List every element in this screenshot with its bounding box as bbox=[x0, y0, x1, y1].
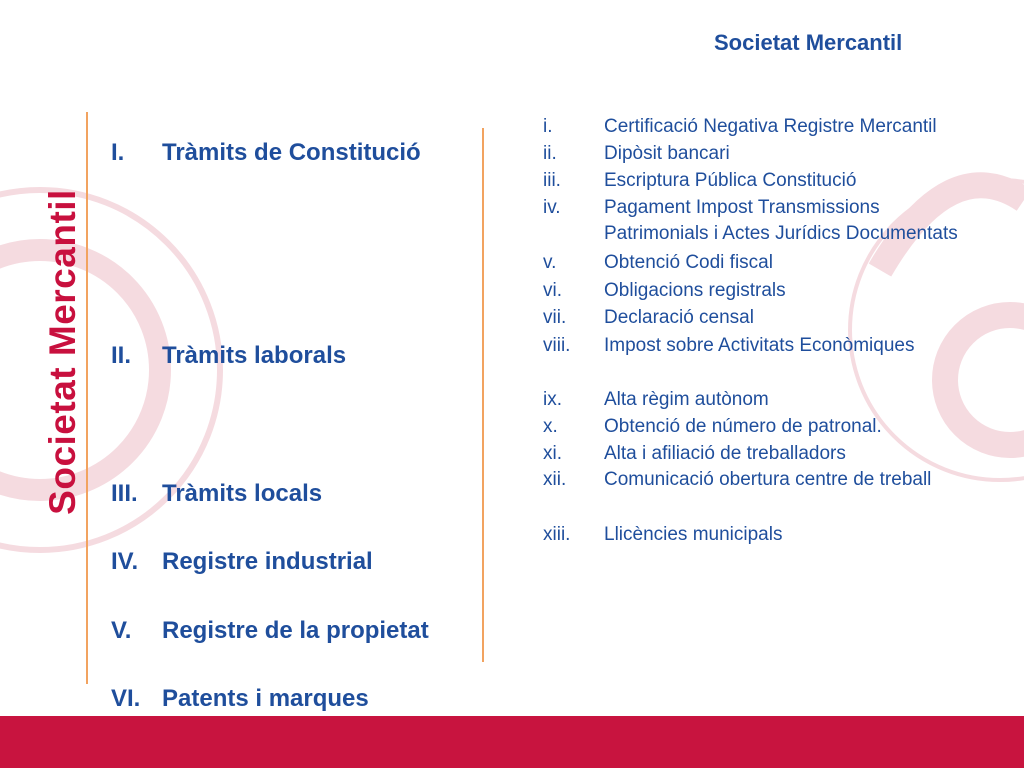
list-item-number: iii. bbox=[543, 170, 561, 191]
section-label: Registre industrial bbox=[162, 548, 373, 575]
list-item-number: ix. bbox=[543, 389, 562, 410]
section-item bbox=[111, 684, 369, 714]
list-item-label: Dipòsit bancari bbox=[604, 143, 730, 164]
section-number: VI. bbox=[111, 685, 141, 712]
list-item-number: ii. bbox=[543, 143, 557, 164]
section-item bbox=[111, 547, 373, 577]
list-item-label: Pagament Impost Transmissions bbox=[604, 197, 880, 218]
list-item-label: Alta i afiliació de treballadors bbox=[604, 443, 846, 464]
list-item bbox=[543, 333, 1024, 359]
list-item-number: v. bbox=[543, 252, 557, 273]
list-item bbox=[543, 414, 1024, 440]
list-item-number: viii. bbox=[543, 335, 571, 356]
list-item bbox=[543, 168, 1024, 194]
list-item-label-continued: Patrimonials i Actes Jurídics Documentats bbox=[604, 223, 958, 244]
list-item-label: Obligacions registrals bbox=[604, 280, 786, 301]
section-label: Registre de la propietat bbox=[162, 617, 429, 644]
list-item-number: vii. bbox=[543, 307, 567, 328]
list-item-number: i. bbox=[543, 116, 553, 137]
list-item-label: Comunicació obertura centre de treball bbox=[604, 469, 932, 490]
list-item-label: Obtenció de número de patronal. bbox=[604, 416, 882, 437]
section-item bbox=[111, 138, 421, 168]
list-item bbox=[543, 522, 1024, 548]
section-item bbox=[111, 479, 323, 509]
list-item bbox=[543, 305, 1024, 331]
list-item-number: xii. bbox=[543, 469, 567, 490]
list-item bbox=[543, 195, 1024, 244]
list-item bbox=[543, 278, 1024, 304]
list-item bbox=[543, 250, 1024, 276]
section-label: Tràmits de Constitució bbox=[162, 139, 421, 166]
list-item-number: x. bbox=[543, 416, 558, 437]
list-item-label: Alta règim autònom bbox=[604, 389, 769, 410]
footer-band bbox=[0, 716, 1024, 768]
section-number: I. bbox=[111, 139, 125, 166]
list-item-number: vi. bbox=[543, 280, 562, 301]
list-item bbox=[543, 141, 1024, 167]
list-item-label: Certificació Negativa Registre Mercantil bbox=[604, 116, 937, 137]
vertical-title: Societat Mercantil bbox=[42, 189, 83, 515]
section-number: III. bbox=[111, 480, 138, 507]
section-label: Tràmits laborals bbox=[162, 342, 347, 369]
section-item bbox=[111, 616, 429, 646]
list-item-label: Escriptura Pública Constitució bbox=[604, 170, 857, 191]
section-label: Tràmits locals bbox=[162, 480, 323, 507]
list-item bbox=[543, 467, 1024, 493]
section-item bbox=[111, 341, 347, 371]
list-item-number: xi. bbox=[543, 443, 562, 464]
list-item-label: Llicències municipals bbox=[604, 524, 783, 545]
section-number: IV. bbox=[111, 548, 139, 575]
list-item-label: Obtenció Codi fiscal bbox=[604, 252, 773, 273]
list-item bbox=[543, 441, 1024, 467]
list-item bbox=[543, 114, 1024, 140]
left-divider bbox=[86, 112, 88, 684]
list-item-number: xiii. bbox=[543, 524, 571, 545]
section-number: II. bbox=[111, 342, 132, 369]
list-item-number: iv. bbox=[543, 197, 561, 218]
right-divider bbox=[482, 128, 484, 662]
list-item bbox=[543, 387, 1024, 413]
section-number: V. bbox=[111, 617, 132, 644]
list-item-label: Impost sobre Activitats Econòmiques bbox=[604, 335, 915, 356]
section-label: Patents i marques bbox=[162, 685, 369, 712]
page-title: Societat Mercantil bbox=[714, 30, 903, 55]
list-item-label: Declaració censal bbox=[604, 307, 754, 328]
